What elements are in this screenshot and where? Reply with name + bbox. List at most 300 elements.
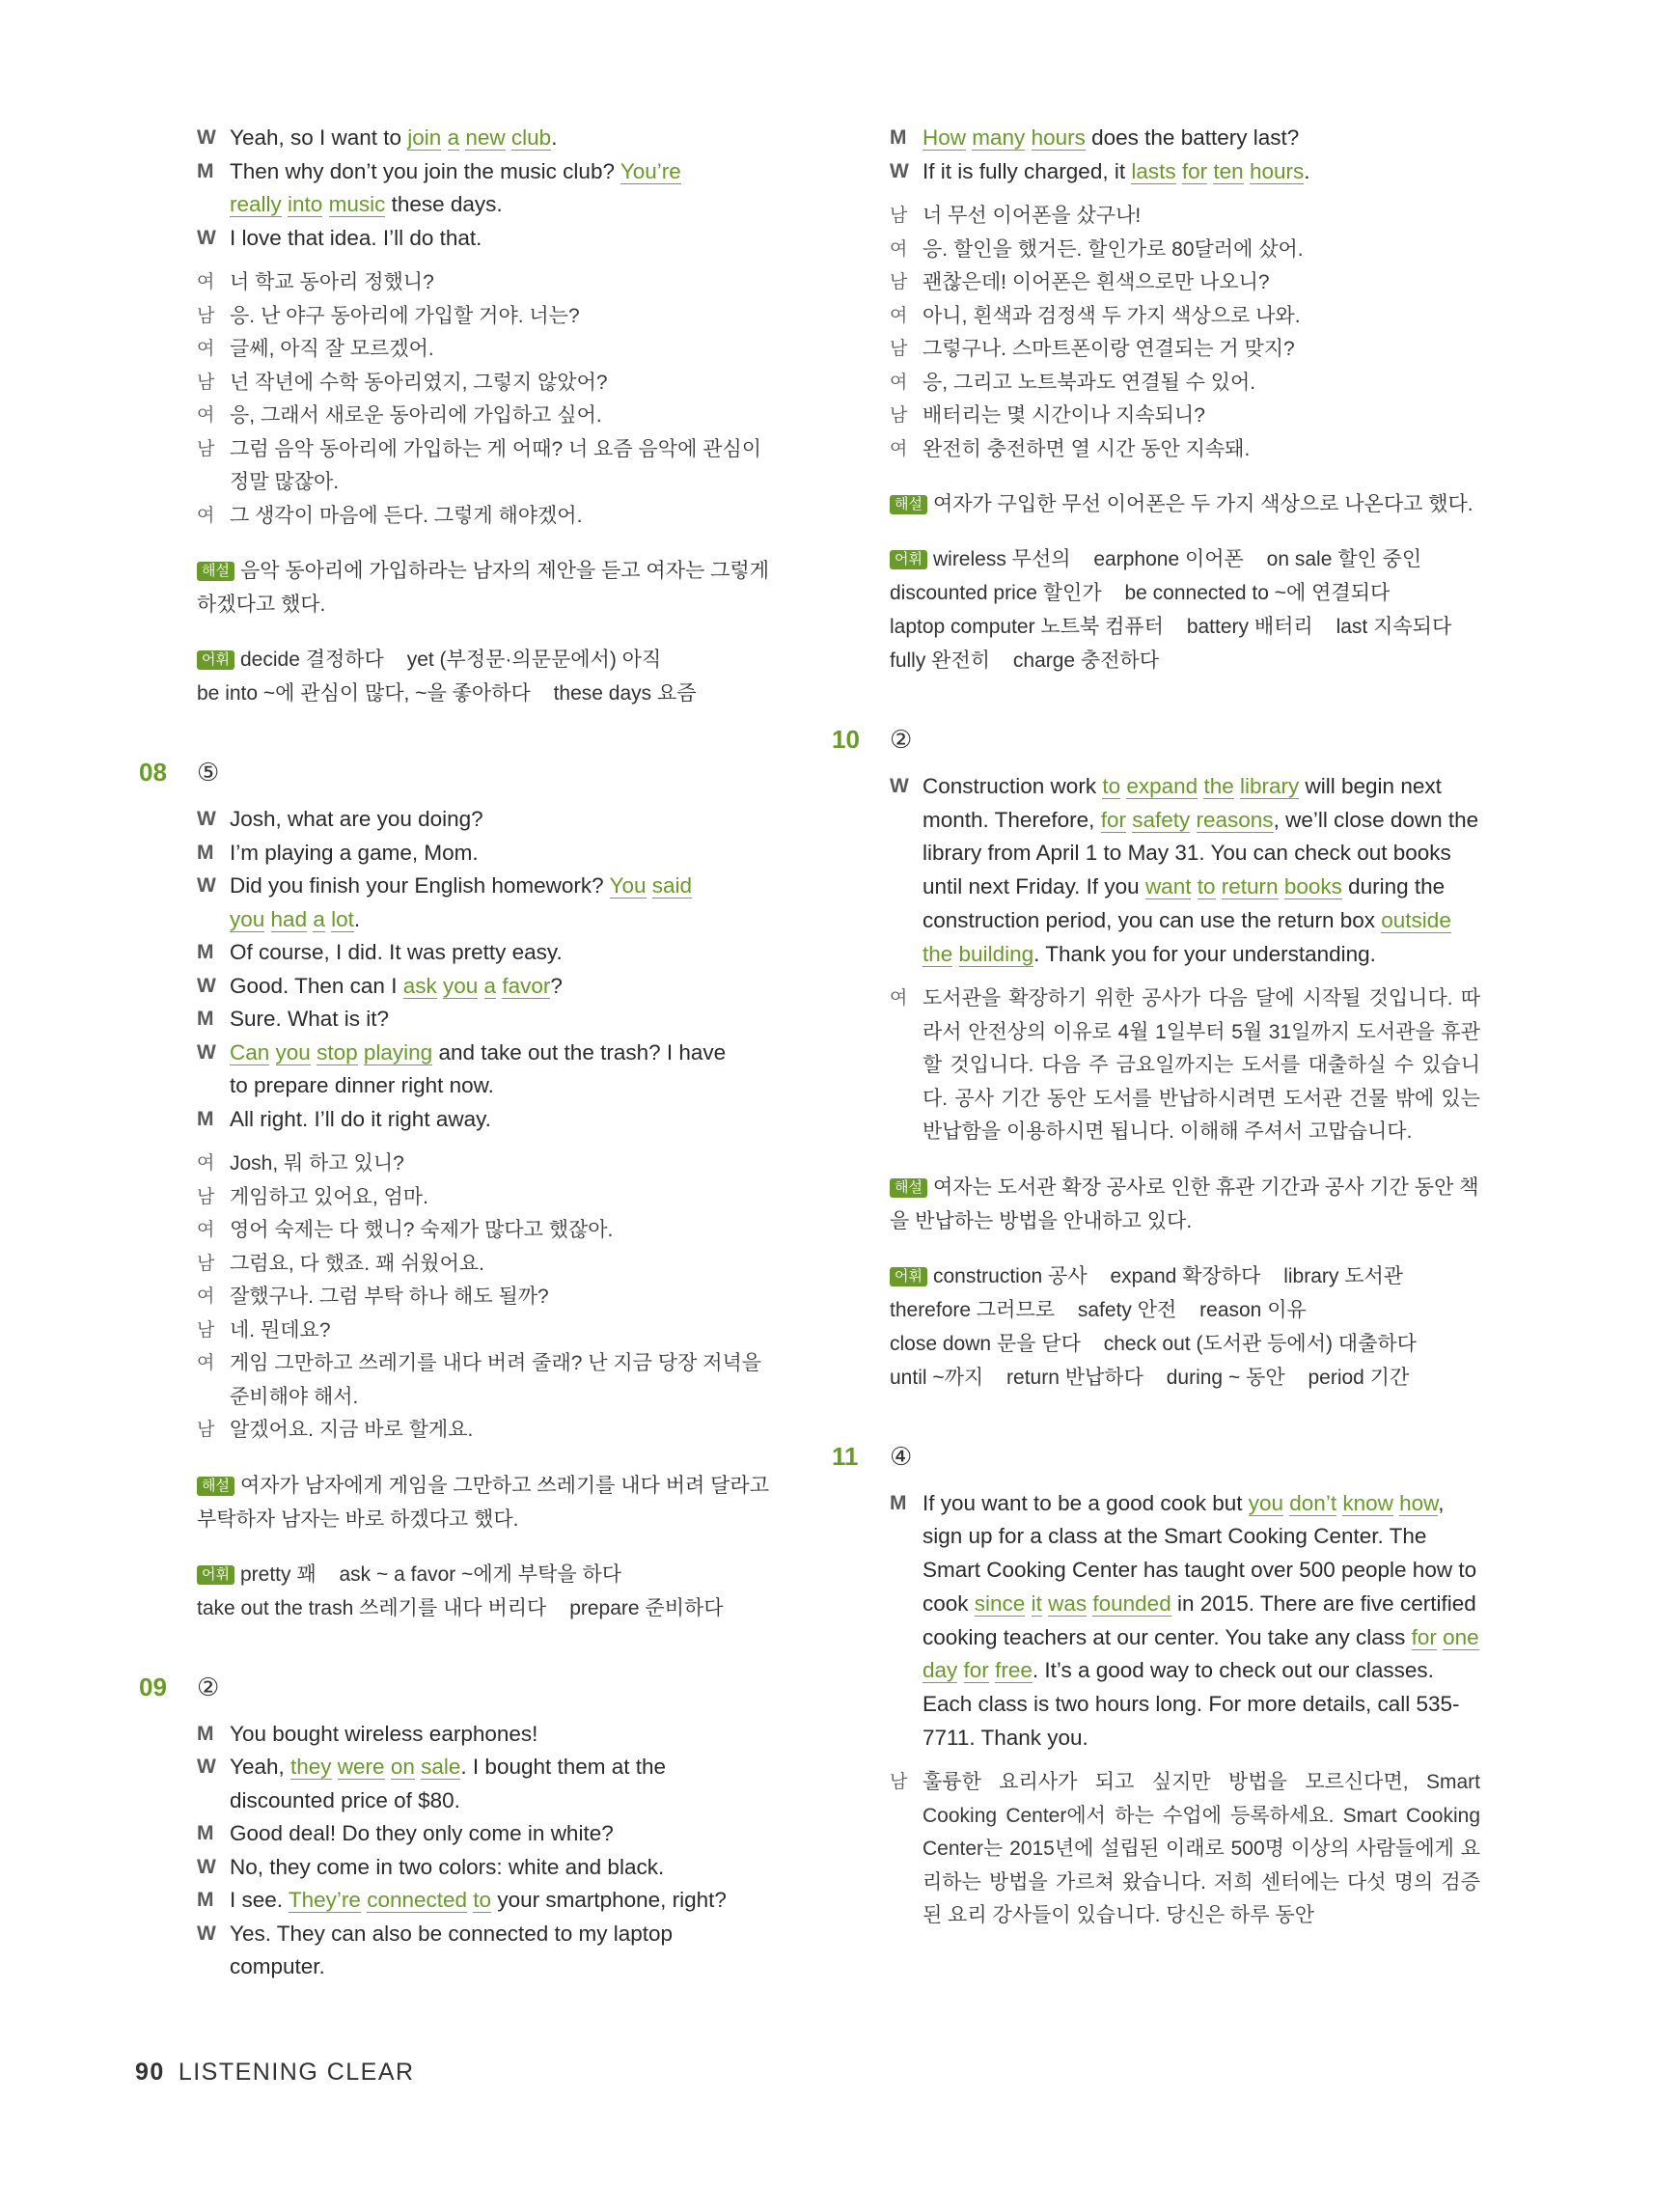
korean-text: 그 생각이 마음에 든다. 그렇게 해야겠어. [230, 504, 583, 527]
highlighted-phrase: a [447, 125, 460, 150]
speaker-label: 남 [890, 339, 908, 359]
highlighted-phrase: on [390, 1755, 415, 1779]
korean-text: 영어 숙제는 다 했니? 숙제가 많다고 했잖아. [230, 1219, 614, 1241]
speaker-label: 여 [197, 1153, 215, 1174]
text-segment: All right. I’ll do it right away. [230, 1106, 491, 1131]
text-segment: during the construction period, you can use the return box [923, 874, 1446, 932]
korean-text: 그럼요, 다 했죠. 꽤 쉬웠어요. [230, 1252, 484, 1275]
dialog-line [197, 1950, 776, 1984]
korean-line [197, 367, 776, 401]
korean-text: 네. 뭔데요? [230, 1318, 331, 1341]
speaker-label: 여 [197, 339, 215, 359]
korean-line [197, 266, 776, 300]
korean-text: 너 학교 동아리 정했니? [230, 271, 434, 293]
speaker-label: W [197, 974, 216, 997]
vocab-item: ask ~ a favor ~에게 부탁을 하다 [339, 1562, 622, 1586]
text-segment [1216, 874, 1222, 899]
explanation [890, 1171, 1480, 1238]
text-segment: computer. [230, 1954, 325, 1978]
korean-line [197, 500, 776, 534]
korean-line [197, 1181, 776, 1215]
dialog-line [197, 903, 776, 937]
highlighted-phrase: You’re [620, 158, 681, 183]
dialog-line [197, 1751, 776, 1784]
highlighted-phrase: said [651, 873, 693, 898]
text-segment: Good deal! Do they only come in white? [230, 1821, 614, 1845]
text-segment: Yeah, [230, 1755, 290, 1779]
highlighted-phrase: connected [367, 1888, 468, 1912]
explanation [197, 554, 776, 622]
explanation-text: 여자는 도서관 확장 공사로 인한 휴관 기간과 공사 기간 동안 책을 반납하는 방법을 안내하고 있다. [890, 1175, 1479, 1232]
speaker-label: W [890, 159, 909, 182]
speaker-label: 남 [197, 1319, 215, 1341]
dialog-line [197, 936, 776, 970]
text-segment [1244, 159, 1250, 183]
text-segment [647, 873, 652, 898]
dialog [890, 122, 1480, 188]
korean-text: 알겠어요. 지금 바로 할게요. [230, 1419, 474, 1441]
text-segment: If you want to be a good cook but [923, 1490, 1249, 1515]
highlighted-phrase: they [290, 1755, 332, 1779]
vocab-item: yet (부정문·의문문에서) 아직 [406, 649, 662, 671]
korean-text: 너 무선 이어폰을 샀구나! [923, 205, 1142, 227]
dialog-line [890, 122, 1480, 155]
question-number: 10 [832, 725, 860, 754]
highlighted-phrase: club [510, 125, 552, 150]
vocab-item: until ~까지 [890, 1366, 984, 1389]
highlighted-phrase: They’re [288, 1888, 361, 1912]
vocab-item: be into ~에 관심이 많다, ~을 좋아하다 [197, 682, 531, 705]
speaker-label: M [197, 841, 214, 864]
korean-text: 글쎄, 아직 잘 모르겠어. [230, 338, 434, 360]
answer-choice: ⑤ [197, 758, 220, 787]
vocab-item: during ~ 동안 [1166, 1366, 1285, 1389]
dialog-line [197, 1884, 776, 1918]
korean-line [197, 1147, 776, 1181]
speaker-label: W [197, 1855, 216, 1878]
speaker-label: 여 [197, 1220, 215, 1240]
highlighted-phrase: stop [317, 1039, 358, 1065]
text-segment: . Thank you for your understanding. [1033, 941, 1376, 966]
highlighted-phrase: the [923, 941, 953, 966]
speaker-label: M [890, 126, 907, 149]
vocab-item: expand 확장하다 [1110, 1264, 1261, 1287]
speaker-label: W [197, 808, 216, 830]
text-segment: I see. [230, 1888, 289, 1912]
korean-text: 응, 그래서 새로운 동아리에 가입하고 싶어. [230, 404, 602, 427]
text-segment: , we’ll close down the library from April 1 to May 31. You can check out books until next Friday. If you [923, 807, 1479, 899]
text-segment: . It’s a good way to check out our classes. Each class is two hours long. For more details, call 535-7711. Thank you. [923, 1658, 1460, 1750]
korean-line [890, 333, 1480, 367]
question-header [832, 1437, 1480, 1476]
highlighted-phrase: join [407, 125, 442, 150]
vocabulary-badge: 어휘 [197, 1565, 234, 1585]
vocab-item: check out (도서관 등에서) 대출하다 [1103, 1332, 1417, 1355]
text-segment: Then why don’t you join the music club? [230, 158, 620, 183]
speaker-label: 남 [197, 1420, 215, 1440]
speaker-label: 남 [197, 438, 215, 459]
vocab-item: earphone 이어폰 [1093, 548, 1244, 570]
speaker-label: W [890, 775, 909, 797]
speaker-label: M [890, 1491, 907, 1514]
text-segment: , sign up for a class at the Smart Cooking Center. The Smart Cooking Center has taught over 500 people how to cook [923, 1490, 1477, 1616]
highlighted-phrase: you [443, 973, 479, 998]
text-segment: I love that idea. I’ll do that. [230, 225, 482, 250]
highlighted-phrase: lasts [1131, 158, 1176, 183]
vocabulary-badge: 어휘 [890, 1267, 927, 1286]
vocab-item: decide 결정하다 [239, 649, 384, 671]
vocabulary-badge: 어휘 [197, 650, 234, 670]
highlighted-phrase: how [1399, 1490, 1439, 1515]
text-segment: . [551, 125, 558, 150]
speaker-label: 여 [197, 272, 215, 292]
text-segment: No, they come in two colors: white and black. [230, 1854, 665, 1879]
vocab-item: safety 안전 [1077, 1298, 1177, 1321]
korean-text: 응. 할인을 했거든. 할인가로 80달러에 샀어. [923, 237, 1304, 261]
vocabulary [197, 643, 776, 710]
vocab-item: battery 배터리 [1186, 616, 1313, 638]
dialog-line [197, 1718, 776, 1752]
highlighted-phrase: free [995, 1658, 1033, 1683]
korean-line [890, 300, 1480, 334]
highlighted-phrase: know [1342, 1490, 1393, 1515]
question-header [832, 720, 1480, 759]
vocab-item: take out the trash 쓰레기를 내다 버리다 [197, 1596, 547, 1619]
korean-text: 준비해야 해서. [230, 1385, 359, 1408]
text-segment [952, 942, 958, 966]
highlighted-phrase: expand [1126, 774, 1198, 798]
page-number: 90 [135, 2059, 165, 2086]
korean-line [197, 1214, 776, 1248]
explanation [890, 487, 1480, 521]
text-segment: Yes. They can also be connected to my laptop [230, 1921, 674, 1946]
left-column [139, 122, 776, 1984]
text-segment: . [1304, 158, 1310, 183]
highlighted-phrase: it [1031, 1590, 1042, 1616]
korean-translation [197, 1147, 776, 1448]
speaker-label: 여 [197, 1353, 215, 1373]
highlighted-phrase: How [923, 125, 967, 150]
highlighted-phrase: playing [363, 1039, 433, 1065]
speaker-label: M [197, 1008, 214, 1030]
vocabulary-badge: 어휘 [890, 550, 927, 569]
text-segment: . I bought them at the [460, 1755, 667, 1779]
korean-line [197, 433, 776, 467]
korean-text: 훌륭한 요리사가 되고 싶지만 방법을 모르신다면, Smart Cooking Center에서 하는 수업에 등록하세요. Smart Cooking Center는 2015년에 설립된 이래로 500명 이상의 사람들에게 요리하는 방법을 가르쳐 왔습니다. 저희 센터에는 다섯 명의 검증된 요리 강사들이 있습니다. 당신은 하루 동안 [923, 1771, 1480, 1927]
dialog-line [197, 155, 776, 189]
question-number: 09 [139, 1672, 167, 1701]
dialog [197, 803, 776, 1136]
korean-text: 도서관을 확장하기 위한 공사가 다음 달에 시작될 것입니다. 따라서 안전상의 이유로 4월 1일부터 5월 31일까지 도서관을 휴관할 것입니다. 다음 주 금요일까지는 도서를 대출하실 수 있습니다. 공사 기간 동안 도서를 반납하시려면 도서관 건물 밖에 있는 반납함을 이용하시면 됩니다. 이해해 주셔서 고맙습니다. [923, 987, 1480, 1144]
answer-choice: ② [197, 1672, 220, 1701]
speaker-label: 남 [197, 1186, 215, 1207]
explanation-text: 음악 동아리에 가입하라는 남자의 제안을 듣고 여자는 그렇게 하겠다고 했다. [197, 560, 769, 616]
dialog-line [197, 970, 776, 1004]
text-segment [358, 1040, 364, 1065]
speaker-label: W [197, 226, 216, 249]
highlighted-phrase: ask [402, 973, 437, 998]
korean-line [197, 1248, 776, 1282]
text-segment: and take out the trash? I have [432, 1039, 727, 1065]
vocab-item: these days 요즘 [553, 682, 697, 705]
vocab-item: charge 충전하다 [1012, 650, 1160, 672]
vocab-item: reason 이유 [1199, 1298, 1307, 1321]
korean-text: 그럼 음악 동아리에 가입하는 게 어때? 너 요즘 음악에 관심이 [230, 437, 762, 460]
highlighted-phrase: you [275, 1039, 311, 1065]
dialog-line [197, 1918, 776, 1951]
text-segment: Did you finish your English homework? [230, 873, 610, 898]
speaker-label: W [197, 1756, 216, 1778]
explanation-badge: 해설 [197, 1477, 234, 1496]
speaker-label: M [197, 1722, 214, 1745]
highlighted-phrase: don’t [1289, 1490, 1337, 1515]
korean-line [197, 1347, 776, 1381]
speaker-label: 여 [890, 372, 908, 393]
highlighted-phrase: many [972, 125, 1026, 150]
highlighted-phrase: You [609, 873, 647, 898]
text-segment: Josh, what are you doing? [230, 807, 483, 831]
text-segment [506, 125, 511, 150]
highlighted-phrase: hours [1249, 158, 1305, 183]
dialog-line [197, 1037, 776, 1070]
highlighted-phrase: day [923, 1658, 958, 1683]
dialog-line [197, 1003, 776, 1037]
korean-text: 넌 작년에 수학 동아리였지, 그렇지 않았어? [230, 371, 608, 394]
highlighted-phrase: were [337, 1755, 385, 1779]
korean-text: 정말 많잖아. [230, 471, 340, 493]
text-segment [264, 907, 270, 931]
korean-text: 괜찮은데! 이어폰은 흰색으로만 나오니? [923, 271, 1270, 293]
speaker-label: W [197, 1040, 216, 1064]
highlighted-phrase: a [483, 973, 497, 998]
highlighted-phrase: for [963, 1658, 989, 1683]
explanation-badge: 해설 [890, 495, 927, 514]
korean-line [197, 300, 776, 334]
text-segment: Construction work [923, 774, 1103, 798]
speaker-label: W [197, 1922, 216, 1945]
vocab-item: return 반납하다 [1006, 1366, 1143, 1389]
dialog-line [197, 1103, 776, 1137]
korean-line [197, 1414, 776, 1448]
korean-translation [890, 982, 1480, 1149]
vocabulary [890, 542, 1480, 677]
dialog-line [890, 155, 1480, 189]
speaker-label: 남 [890, 405, 908, 426]
text-segment: in 2015. There are five certified cooking teachers at our center. You take any class [923, 1590, 1476, 1649]
dialog-line [197, 1817, 776, 1851]
korean-line [890, 400, 1480, 433]
highlighted-phrase: safety [1132, 807, 1191, 832]
dialog-line [197, 803, 776, 837]
dialog [197, 122, 776, 255]
korean-line [890, 200, 1480, 234]
page-footer [135, 2059, 415, 2087]
korean-line [890, 433, 1480, 467]
highlighted-phrase: to [1102, 774, 1121, 798]
answer-choice: ④ [890, 1441, 913, 1471]
highlighted-phrase: outside [1381, 907, 1451, 932]
question-header [139, 753, 776, 791]
korean-text: Josh, 뭐 하고 있니? [230, 1152, 404, 1175]
vocab-item: library 도서관 [1283, 1264, 1404, 1287]
explanation-badge: 해설 [890, 1178, 927, 1198]
explanation [197, 1469, 776, 1536]
text-segment: If it is fully charged, it [923, 158, 1132, 183]
highlighted-phrase: sale [421, 1755, 461, 1779]
highlighted-phrase: really [230, 192, 282, 216]
speaker-label: M [197, 159, 214, 182]
text-segment [385, 1755, 391, 1779]
speaker-label: 여 [197, 505, 215, 526]
highlighted-phrase: the [1203, 774, 1234, 798]
vocab-item: be connected to ~에 연결되다 [1124, 582, 1391, 604]
monologue [890, 770, 1480, 971]
highlighted-phrase: founded [1092, 1590, 1171, 1616]
text-segment: Sure. What is it? [230, 1007, 390, 1031]
speaker-label: 남 [890, 206, 908, 226]
highlighted-phrase: Can [230, 1039, 270, 1065]
dialog-line [197, 1851, 776, 1885]
korean-translation [890, 200, 1480, 466]
highlighted-phrase: for [1181, 158, 1208, 183]
highlighted-phrase: for [1100, 807, 1126, 832]
korean-line [890, 266, 1480, 300]
book-title: LISTENING CLEAR [178, 2059, 415, 2086]
highlighted-phrase: books [1283, 874, 1342, 899]
korean-text: 배터리는 몇 시간이나 지속되니? [923, 404, 1205, 427]
text-segment: . [353, 906, 361, 931]
korean-text: 게임 그만하고 쓰레기를 내다 버려 줄래? 난 지금 당장 저녁을 [230, 1352, 762, 1374]
highlighted-phrase: one [1443, 1624, 1479, 1649]
korean-line [197, 1314, 776, 1348]
speaker-label: 여 [197, 1286, 215, 1307]
speaker-label: 남 [197, 372, 215, 393]
speaker-label: W [197, 874, 216, 897]
text-segment [1025, 125, 1031, 150]
highlighted-phrase: music [328, 192, 386, 216]
text-segment [1025, 1591, 1031, 1616]
explanation-text: 여자가 남자에게 게임을 그만하고 쓰레기를 내다 버려 달라고 부탁하자 남자는 바로 하겠다고 했다. [197, 1474, 769, 1531]
korean-text: 잘했구나. 그럼 부탁 하나 해도 될까? [230, 1286, 549, 1308]
speaker-label: 남 [890, 1772, 908, 1793]
speaker-label: 남 [197, 305, 215, 326]
text-segment [322, 192, 328, 216]
speaker-label: 여 [890, 305, 908, 326]
korean-line [197, 400, 776, 433]
highlighted-phrase: hours [1031, 125, 1086, 150]
highlighted-phrase: had [270, 906, 308, 931]
dialog-line [197, 1069, 776, 1103]
text-segment: these days. [385, 192, 503, 216]
highlighted-phrase: you [230, 906, 265, 931]
dialog-line [197, 222, 776, 256]
korean-line [197, 466, 776, 500]
vocab-item: fully 완전히 [890, 650, 991, 672]
speaker-label: 남 [197, 1253, 215, 1274]
text-segment: your smartphone, right? [491, 1888, 727, 1912]
text-segment [1279, 874, 1284, 899]
speaker-label: 여 [890, 438, 908, 459]
explanation-text: 여자가 구입한 무선 이어폰은 두 가지 색상으로 나온다고 했다. [932, 493, 1473, 515]
vocab-item: therefore 그러므로 [890, 1298, 1056, 1321]
text-segment [1176, 159, 1182, 183]
speaker-label: M [197, 1889, 214, 1911]
text-segment [478, 974, 483, 998]
text-segment: discounted price of $80. [230, 1787, 460, 1812]
question-number: 11 [832, 1441, 859, 1471]
highlighted-phrase: a [313, 906, 325, 931]
korean-text: 그렇구나. 스마트폰이랑 연결되는 거 맞지? [923, 338, 1295, 360]
vocab-item: laptop computer 노트북 컴퓨터 [890, 616, 1164, 638]
highlighted-phrase: into [288, 192, 323, 216]
vocab-item: construction 공사 [932, 1264, 1088, 1287]
highlighted-phrase: favor [502, 973, 551, 998]
korean-text: 응, 그리고 노트북과도 연결될 수 있어. [923, 371, 1256, 394]
text-segment: You bought wireless earphones! [230, 1721, 538, 1746]
speaker-label: M [197, 1107, 214, 1130]
speaker-label: 여 [890, 238, 908, 260]
korean-translation [197, 266, 776, 533]
dialog-line [197, 122, 776, 155]
dialog-line [197, 837, 776, 871]
question-header [139, 1668, 776, 1706]
vocab-item: pretty 꽤 [239, 1562, 317, 1586]
highlighted-phrase: reasons [1196, 807, 1274, 832]
answer-choice: ② [890, 725, 913, 754]
speaker-label: 여 [197, 405, 215, 426]
text-segment: I’m playing a game, Mom. [230, 840, 479, 865]
dialog [197, 1718, 776, 1984]
vocab-item: last 지속되다 [1336, 616, 1452, 638]
highlighted-phrase: return [1221, 874, 1279, 899]
highlighted-phrase: new [465, 125, 506, 150]
korean-text: 완전히 충전하면 열 시간 동안 지속돼. [923, 437, 1251, 460]
dialog-line [197, 1784, 776, 1818]
vocab-item: wireless 무선의 [932, 548, 1071, 570]
right-column [832, 122, 1480, 1933]
text-segment: does the battery last? [1085, 125, 1300, 150]
korean-translation [890, 1766, 1480, 1933]
highlighted-phrase: want [1144, 874, 1192, 899]
explanation-badge: 해설 [197, 562, 234, 581]
korean-text: 아니, 흰색과 검정색 두 가지 색상으로 나와. [923, 304, 1301, 327]
korean-line [197, 1281, 776, 1314]
highlighted-phrase: you [1248, 1490, 1284, 1515]
text-segment [332, 1755, 338, 1779]
text-segment [1191, 874, 1197, 899]
question-number: 08 [139, 758, 167, 787]
korean-text: 게임하고 있어요, 엄마. [230, 1185, 428, 1208]
speaker-label: W [197, 126, 216, 149]
highlighted-phrase: for [1411, 1624, 1437, 1649]
vocab-item: period 기간 [1308, 1366, 1410, 1389]
text-segment: ? [550, 973, 563, 998]
dialog-line [197, 870, 776, 903]
korean-line [890, 367, 1480, 401]
text-segment [269, 1040, 275, 1065]
vocabulary [197, 1558, 776, 1625]
text-segment [441, 125, 447, 150]
vocab-item: close down 문을 닫다 [890, 1332, 1081, 1355]
text-segment: will begin next month. Therefore, [923, 774, 1442, 832]
korean-text: 응. 난 야구 동아리에 가입할 거야. 너는? [230, 304, 580, 327]
highlighted-phrase: building [958, 941, 1034, 966]
highlighted-phrase: library [1240, 774, 1300, 798]
text-segment: Good. Then can I [230, 973, 403, 998]
highlighted-phrase: lot [331, 906, 354, 931]
vocab-item: prepare 준비하다 [569, 1596, 724, 1619]
speaker-label: 남 [890, 272, 908, 292]
